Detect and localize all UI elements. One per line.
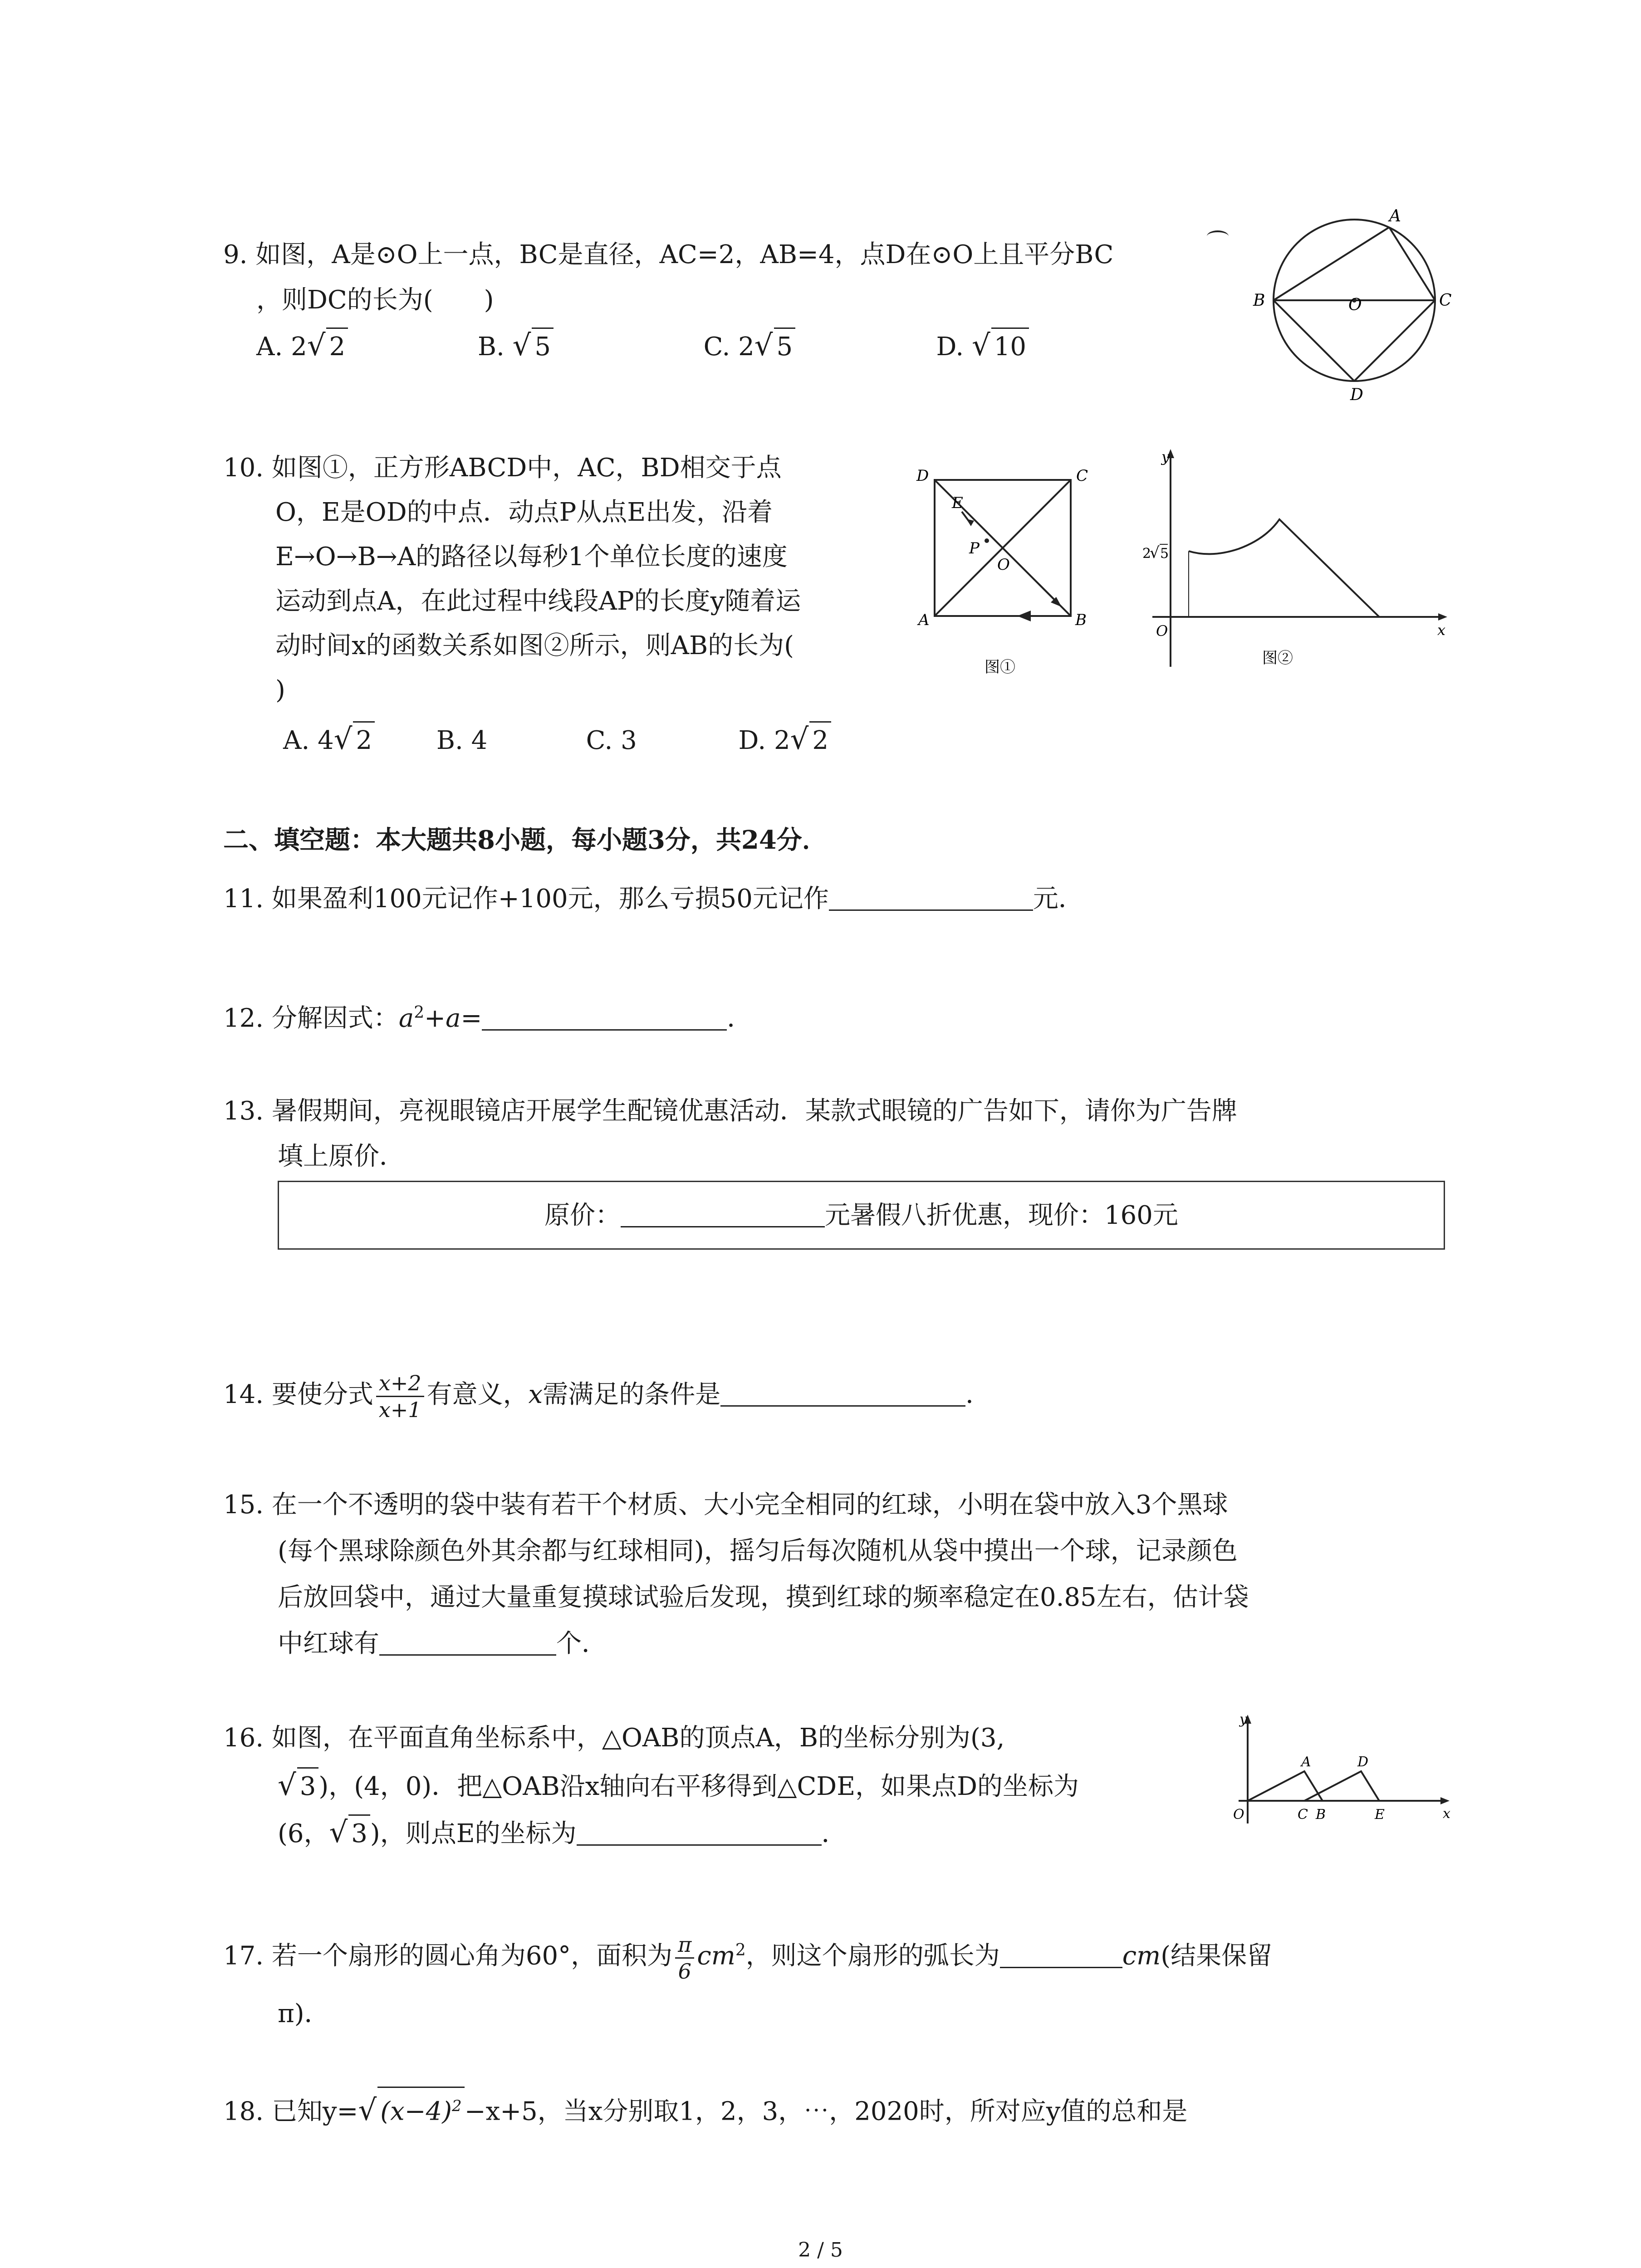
option-radicand: 2 (809, 721, 831, 759)
q10-option-c[interactable] (586, 723, 730, 759)
caption: 图② (1262, 649, 1293, 667)
q9-text-line2: ，则DC的长为( ) (256, 285, 494, 315)
q17-text-after: (结果保留 (1161, 1941, 1273, 1971)
q11-answer-blank[interactable] (829, 882, 1033, 911)
q12 (223, 995, 752, 1037)
q9-option-c[interactable]: C. 2√ 5 (704, 327, 928, 365)
q15-line2 (278, 1533, 1238, 1569)
axis-y-label: y (1239, 1711, 1247, 1727)
q11-number: 11. (223, 884, 264, 914)
q10-text: O，E是OD的中点．动点P从点E出发，沿着 (275, 498, 773, 527)
q10-text: 运动到点A，在此过程中线段AP的长度y随着运 (275, 587, 801, 616)
axis-x-label: x (1437, 621, 1446, 639)
label-D: D (1350, 386, 1363, 404)
option-key: B. (436, 726, 463, 755)
origin-label: O (1233, 1807, 1244, 1823)
option-key: C. (586, 726, 613, 755)
q9-circle-figure (1243, 200, 1461, 413)
option-coef: 4 (318, 726, 334, 755)
q10-line5 (275, 628, 794, 664)
q10-line1 (223, 450, 782, 486)
q9-option-a[interactable]: A. 2√ 2 (256, 327, 470, 365)
option-key: B. (477, 332, 505, 362)
q17-unit: cm (697, 1941, 735, 1971)
q16-answer-blank[interactable] (577, 1817, 822, 1846)
ytick-rad: 5 (1160, 546, 1169, 562)
label-O: O (997, 556, 1010, 574)
label-D: D (916, 467, 929, 485)
q14-text-after: 需满足的条件是 (543, 1380, 721, 1409)
q14-answer-blank[interactable] (720, 1378, 965, 1407)
q14-fraction (376, 1370, 424, 1422)
ad-after: 元暑假八折优惠，现价：160元 (825, 1201, 1178, 1230)
label-C: C (1298, 1807, 1308, 1823)
q9-line1 (223, 237, 1113, 273)
option-key: D. (936, 332, 964, 362)
q11-text: 如果盈利100元记作+100元，那么亏损50元记作 (271, 884, 829, 914)
q16-text: (6， (278, 1819, 329, 1848)
q14-text: 要使分式 (271, 1380, 373, 1409)
label-E: E (1375, 1807, 1385, 1823)
q15-text: 在一个不透明的袋中装有若干个材质、大小完全相同的红球，小明在袋中放入3个黑球 (271, 1490, 1228, 1520)
q13-text: 填上原价． (278, 1142, 405, 1171)
q17-number: 17. (223, 1941, 264, 1971)
q10-option-a[interactable]: A. 4√ 2 (283, 721, 428, 759)
label-A: A (918, 611, 930, 629)
q15-text: 后放回袋中，通过大量重复摸球试验后发现，摸到红球的频率稳定在0.85左右，估计袋 (278, 1583, 1249, 1612)
q18: 18. 已知y=√ $(x-4)^2 -x+5$，当x分别取1，2，3，⋯，2020时，所对应y值的总和是 (223, 2087, 1187, 2130)
radicand-exponent: 2 (452, 2097, 462, 2115)
q13-ad-board (278, 1181, 1445, 1250)
label-A: A (1301, 1754, 1311, 1770)
q15-answer-blank[interactable] (379, 1627, 556, 1656)
q12-text: 分解因式： (271, 1003, 399, 1033)
option-radicand: 2 (326, 327, 348, 365)
q14-end: ． (965, 1380, 991, 1409)
option-text: 4 (471, 726, 488, 755)
frac-denominator: 6 (678, 1959, 691, 1984)
q12-text-end: ． (727, 1003, 753, 1033)
q16-coordinate-figure (1220, 1710, 1456, 1837)
option-key: A. (283, 726, 310, 755)
q16-radicand: 3 (297, 1767, 319, 1805)
q13-line2 (278, 1139, 405, 1175)
q17-answer-blank[interactable] (1000, 1940, 1122, 1968)
axis-y-label: y (1161, 448, 1170, 465)
q9-line2 (256, 282, 494, 318)
q9-number: 9. (223, 240, 248, 269)
option-key: A. (256, 332, 283, 362)
q17-line1 (223, 1914, 1272, 1993)
option-key: C. (703, 332, 730, 362)
q10-line6 (275, 672, 285, 709)
q11 (223, 881, 1084, 917)
q10-figure-2 (1134, 445, 1452, 689)
q10-line3 (275, 539, 788, 575)
label-B: B (1075, 611, 1087, 629)
q17-text: 若一个扇形的圆心角为60°，面积为 (271, 1941, 673, 1971)
frac-numerator: π (675, 1932, 694, 1959)
label-B: B (1316, 1807, 1326, 1823)
q10-text: ) (275, 675, 285, 705)
q18-radicand (377, 2087, 464, 2130)
label-A: A (1389, 207, 1401, 225)
label-P: P (969, 539, 980, 557)
q18-text: 已知y= (271, 2097, 358, 2126)
q10-text: 动时间x的函数关系如图②所示，则AB的长为( (275, 631, 794, 660)
q15-line3 (278, 1579, 1249, 1616)
option-radicand: 2 (353, 721, 375, 759)
q17-exponent: 2 (735, 1941, 746, 1960)
q16-line2: √ 3 )，(4，0)．把△OAB沿x轴向右平移得到△CDE，如果点D的坐标为 (278, 1767, 1079, 1805)
q12-number: 12. (223, 1003, 264, 1033)
q10-option-d[interactable]: D. 2√ 2 (738, 721, 831, 759)
q9-arc-mark (1207, 230, 1229, 242)
q15-text-end: 个． (556, 1629, 607, 1658)
q9-option-d[interactable]: D. √ 10 (936, 327, 1029, 365)
option-coef: 2 (291, 332, 307, 362)
q10-line2 (275, 494, 773, 531)
q17-text: π)． (278, 1999, 330, 2028)
label-B: B (1253, 291, 1265, 310)
page-number: 2 / 5 (798, 2239, 843, 2262)
q10-number: 10. (223, 453, 264, 483)
q10-text: E→O→B→A的路径以每秒1个单位长度的速度 (275, 542, 788, 572)
q13-line1 (223, 1093, 1237, 1129)
q15-text: 中红球有 (278, 1629, 379, 1658)
ytick-coef: 2 (1142, 546, 1151, 562)
option-coef: 2 (774, 726, 790, 755)
q16-text: 如图，在平面直角坐标系中，△OAB的顶点A，B的坐标分别为(3, (271, 1723, 1005, 1753)
q12-expr: +a= (424, 1003, 482, 1033)
q17-text-mid: ，则这个扇形的弧长为 (745, 1941, 1000, 1971)
q9-option-b[interactable]: B. √ 5 (478, 327, 696, 365)
radicand-expr: (x−4) (380, 2097, 452, 2126)
label-C: C (1076, 467, 1088, 485)
q11-text-end: 元． (1033, 884, 1084, 914)
q12-exponent: 2 (414, 1003, 425, 1022)
q10-options (283, 721, 831, 759)
ytick-radical: √ (1150, 544, 1160, 562)
option-radicand: 10 (991, 327, 1029, 365)
q14-var: x (528, 1380, 543, 1409)
q16-line3: (6，√ 3 )，则点E的坐标为 ． (278, 1814, 847, 1852)
q10-figure-1 (912, 463, 1093, 689)
option-coef: 2 (738, 332, 754, 362)
q14 (223, 1361, 991, 1429)
label-D: D (1357, 1754, 1369, 1770)
caption: 图① (985, 658, 1015, 676)
q16-end: ． (821, 1819, 847, 1848)
q15-text: (每个黑球除颜色外其余都与红球相同)，摇匀后每次随机从袋中摸出一个球，记录颜色 (278, 1536, 1238, 1566)
q16-number: 16. (223, 1723, 264, 1753)
axis-x-label: x (1443, 1806, 1450, 1822)
q18-number: 18. (223, 2097, 264, 2126)
q13-number: 13. (223, 1096, 264, 1126)
origin-label: O (1156, 622, 1168, 640)
q9-options (256, 327, 1029, 365)
ad-before: 原价： (544, 1201, 621, 1230)
q17-unit2: cm (1122, 1941, 1161, 1971)
label-C: C (1439, 291, 1452, 310)
q14-text-mid: 有意义， (426, 1380, 529, 1409)
q16-text: )，则点E的坐标为 (370, 1819, 577, 1848)
q14-number: 14. (223, 1380, 264, 1409)
option-radicand: 5 (774, 327, 796, 365)
q12-answer-blank[interactable] (482, 1002, 727, 1031)
option-radicand: 5 (532, 327, 554, 365)
q16-line1 (223, 1720, 1004, 1756)
q13-answer-blank[interactable] (621, 1199, 825, 1227)
q10-text: 如图①，正方形ABCD中，AC，BD相交于点 (271, 453, 782, 483)
label-O: O (1348, 296, 1362, 314)
q18-text-after: −x+5，当x分别取1，2，3，⋯，2020时，所对应y值的总和是 (464, 2097, 1188, 2126)
q13-ad-text (279, 1198, 1444, 1234)
option-text: 3 (621, 726, 637, 755)
q13-text: 暑假期间，亮视眼镜店开展学生配镜优惠活动．某款式眼镜的广告如下，请你为广告牌 (271, 1096, 1237, 1126)
q15-line1 (223, 1487, 1228, 1523)
q12-var: a (398, 1003, 414, 1033)
q10-line4 (275, 583, 801, 620)
label-E: E (952, 494, 963, 512)
q16-radicand: 3 (348, 1814, 370, 1852)
q16-text: )，(4，0)．把△OAB沿x轴向右平移得到△CDE，如果点D的坐标为 (318, 1772, 1079, 1801)
frac-numerator: x+2 (376, 1370, 424, 1397)
q9-text-line1: 如图，A是⊙O上一点，BC是直径，AC=2，AB=4，点D在⊙O上且平分BC (255, 240, 1114, 269)
q10-option-b[interactable] (436, 723, 578, 759)
q17-fraction (675, 1932, 694, 1984)
frac-denominator: x+1 (378, 1398, 421, 1422)
option-key: D. (738, 726, 766, 755)
section2-title: 二、填空题：本大题共8小题，每小题3分，共24分． (223, 825, 828, 855)
q15-line4 (278, 1626, 607, 1662)
q15-number: 15. (223, 1490, 264, 1520)
q17-line2 (278, 1996, 330, 2032)
